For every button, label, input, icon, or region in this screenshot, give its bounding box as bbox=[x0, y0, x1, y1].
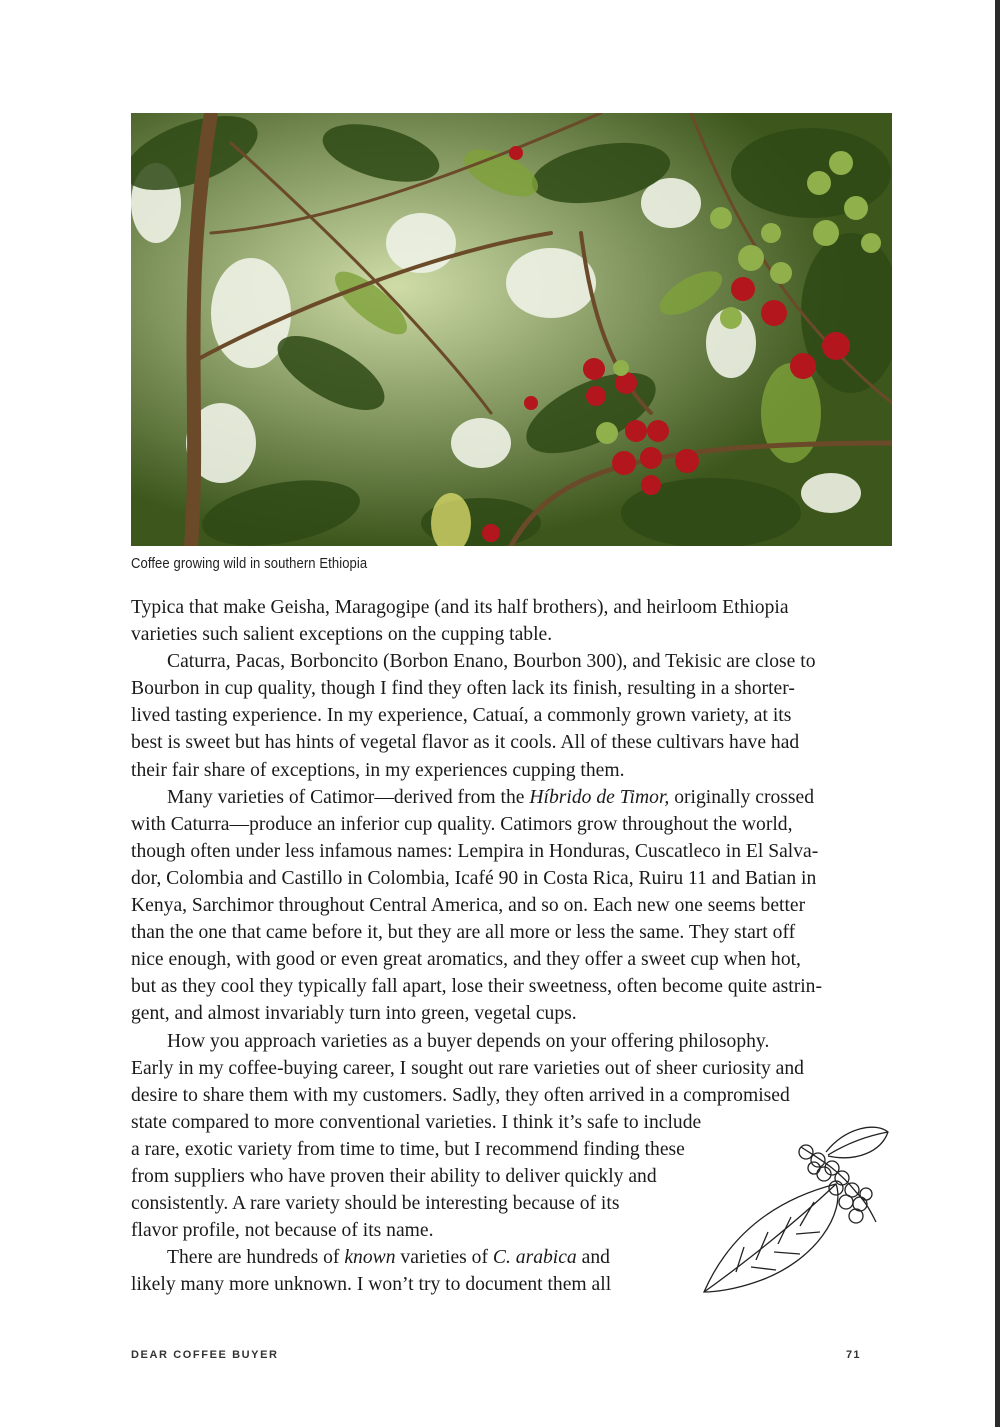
paragraph-3 bbox=[131, 784, 901, 1028]
text-line: state compared to more conventional varieties. I think it’s safe to include bbox=[131, 1111, 702, 1133]
text-line: but as they cool they typically fall apart, lose their sweetness, often become quite astrin- bbox=[131, 976, 823, 998]
text-line: Caturra, Pacas, Borboncito (Borbon Enano, Bourbon 300), and Tekisic are close to bbox=[167, 651, 816, 673]
paragraph-1 bbox=[131, 594, 901, 648]
page-edge-rule bbox=[995, 0, 1000, 1427]
text-line: dor, Colombia and Castillo in Colombia, Icafé 90 in Costa Rica, Ruiru 11 and Batian in bbox=[131, 867, 817, 889]
text-line: flavor profile, not because of its name. bbox=[131, 1220, 434, 1242]
italic-term: C. arabica bbox=[492, 1247, 577, 1269]
text-line: How you approach varieties as a buyer depends on your offering philosophy. bbox=[167, 1030, 770, 1052]
text-line: Bourbon in cup quality, though I find they often lack its finish, resulting in a shorter- bbox=[131, 678, 795, 700]
text-line: than the one that came before it, but they are all more or less the same. They start off bbox=[131, 922, 796, 944]
text-line: from suppliers who have proven their ability to deliver quickly and bbox=[131, 1165, 657, 1187]
coffee-plant-photo bbox=[131, 113, 892, 546]
text-line: consistently. A rare variety should be interesting because of its bbox=[131, 1193, 620, 1215]
text-line: Typica that make Geisha, Maragogipe (and its half brothers), and heirloom Ethiopia bbox=[131, 597, 789, 618]
text-line: lived tasting experience. In my experience, Catuaí, a commonly grown variety, at its bbox=[131, 705, 792, 727]
text-line: varieties such salient exceptions on the cupping table. bbox=[131, 624, 553, 646]
running-head: DEAR COFFEE BUYER bbox=[131, 1349, 279, 1361]
italic-term: Híbrido de Timor, bbox=[529, 786, 670, 808]
text-run: originally crossed bbox=[669, 786, 815, 808]
text-line: Kenya, Sarchimor throughout Central America, and so on. Each new one seems better bbox=[131, 895, 806, 917]
page-number: 71 bbox=[846, 1349, 861, 1361]
text-line: a rare, exotic variety from time to time, but I recommend finding these bbox=[131, 1138, 685, 1160]
text-line: their fair share of exceptions, in my experiences cupping them. bbox=[131, 759, 625, 781]
text-run: varieties of bbox=[395, 1247, 493, 1269]
text-line: Early in my coffee-buying career, I sought out rare varieties out of sheer curiosity and bbox=[131, 1057, 804, 1079]
text-run: and bbox=[576, 1247, 610, 1269]
text-line: likely many more unknown. I won’t try to document them all bbox=[131, 1274, 612, 1296]
paragraph-2 bbox=[131, 648, 901, 783]
text-line: though often under less infamous names: Lempira in Honduras, Cuscatleco in El Salva- bbox=[131, 840, 819, 862]
text-line: nice enough, with good or even great aromatics, and they offer a sweet cup when hot, bbox=[131, 949, 801, 971]
coffee-branch-illustration bbox=[696, 1122, 896, 1302]
text-line: with Caturra—produce an inferior cup quality. Catimors grow throughout the world, bbox=[131, 813, 793, 835]
photo-caption: Coffee growing wild in southern Ethiopia bbox=[131, 556, 368, 572]
text-line: gent, and almost invariably turn into green, vegetal cups. bbox=[131, 1003, 577, 1025]
text-line: best is sweet but has hints of vegetal flavor as it cools. All of these cultivars have had bbox=[131, 732, 800, 754]
text-run: There are hundreds of bbox=[167, 1247, 345, 1269]
text-run: Many varieties of Catimor—derived from the bbox=[167, 786, 530, 808]
text-line: desire to share them with my customers. Sadly, they often arrived in a compromised bbox=[131, 1084, 790, 1106]
text-line bbox=[131, 784, 901, 811]
italic-term: known bbox=[344, 1247, 396, 1269]
